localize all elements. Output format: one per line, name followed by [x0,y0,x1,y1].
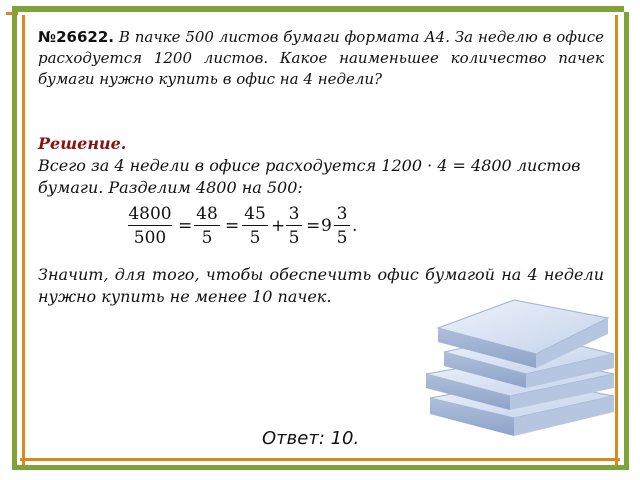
fraction-48-5 [194,203,220,248]
frame-left-orange [22,15,25,465]
frame-bottom-orange [20,458,620,461]
answer: Ответ: 10. [262,428,360,449]
problem-text: В пачке 500 листов бумаги формата А4. За неделю в офисе расходуется 1200 листов. Какое наименьшее количество пачек бумаги нужно купить в офис на 4 недели? [38,28,604,88]
solution-text: Всего за 4 недели в офисе расходуется 1200 · 4 = 4800 листов бумаги. Разделим 4800 на 500: [38,156,581,197]
frame-right-green [624,12,629,470]
fraction-denominator: 5 [336,228,348,248]
fraction-numerator: 3 [288,204,300,224]
equals-sign: = [178,216,193,236]
frame-left-green [12,12,17,470]
frame-bottom-green [12,465,624,470]
fraction-numerator: 3 [336,204,348,224]
equals-sign: = [306,216,321,236]
equals-sign: = [225,216,240,236]
fraction-3-5 [286,203,302,248]
paper-stack-illustration [418,296,623,446]
solution-heading: Решение. [38,134,127,153]
whole-part: 9 [321,216,332,236]
fraction-45-5 [242,203,268,248]
fraction-numerator: 48 [196,204,218,224]
fraction-denominator: 5 [249,228,261,248]
problem-number: №26622. [38,28,115,46]
fraction-numerator: 45 [244,204,266,224]
fraction-denominator: 500 [133,228,167,248]
fraction-numerator: 4800 [128,204,172,224]
conclusion-text: Значит, для того, чтобы обеспечить офис бумагой на 4 недели нужно купить не менее 10 пачек. [38,265,604,306]
fraction-4800-500 [128,203,172,248]
fraction-3-5-result [334,203,350,248]
fraction-denominator: 5 [201,228,213,248]
period: . [352,216,358,236]
fraction-denominator: 5 [288,228,300,248]
problem-statement [38,27,604,90]
frame-top-green [12,6,624,12]
plus-sign: + [271,216,286,236]
